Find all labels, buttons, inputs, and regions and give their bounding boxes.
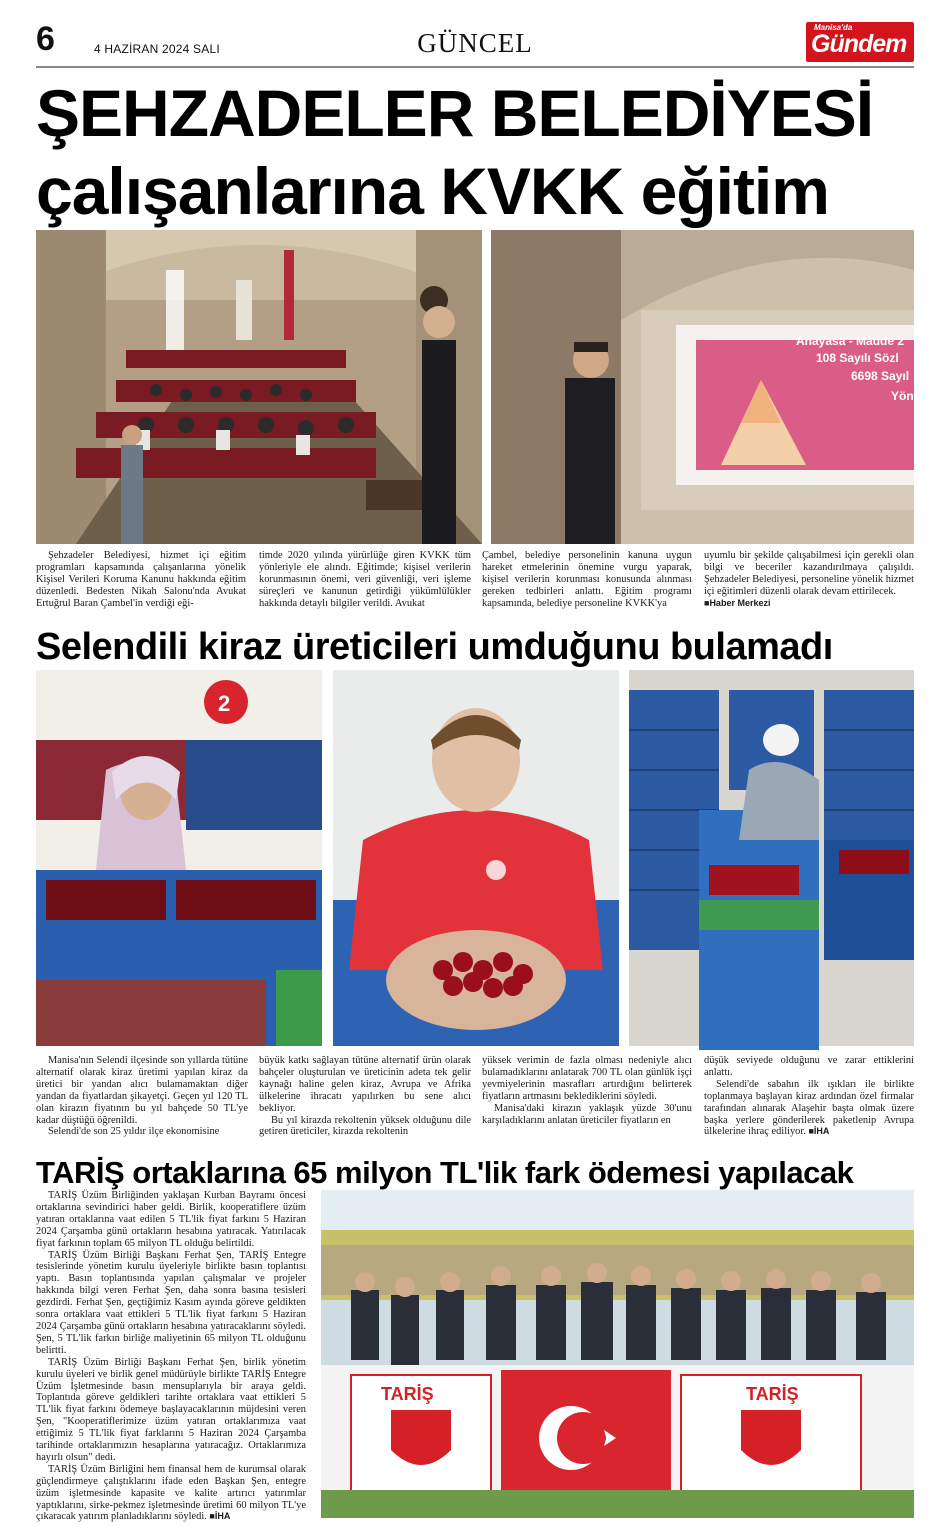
article2-photo-crates-scale (629, 670, 914, 1046)
article1-photo-audience (36, 230, 482, 544)
article1-column-3: Çambel, belediye personelinin kanuna uygun hareket etmelerinin önemine vurgu yaparak, kişisel verilerin korunması konusunda alınması gereken tedbirleri anlattı. Eğitim programı kapsamında, belediye personeline KVKK'ya (482, 550, 692, 609)
article2-signature: ■ İHA (808, 1126, 829, 1136)
article2-column-1: Manisa'nın Selendi ilçesinde son yıllarda tütüne alternatif olarak kiraz üretimi yapılan kiraz da üretici bir yandan alıcı bulamamaktan diğer yandan da fiyatlardan şikayetçi. Geçen yıl 120 TL olan kirazın fiyatının bu yıl bahçede 50 TL'ye kadar düştüğü öğrenildi. Selendi'de son 25 yıldır ilçe ekonomisine (36, 1055, 248, 1138)
article1-photo-speaker (491, 230, 925, 544)
header-divider (36, 66, 914, 68)
slide-line-2: 108 Sayılı Sözl (816, 351, 899, 365)
article3-body: TARİŞ Üzüm Birliğinden yaklaşan Kurban Bayramı öncesi ortaklarına sevindirici haber geldi. Birlik, kooperatiflere üzüm yatıran ortaklarına vaat edilen 5 TL'lik fiyat farkını 5 Haziran 2024 Çarşamba günü ortakların hesabına yatıracak. Yatırılacak fiyat farkının toplam 65 milyon TL olduğu belirtildi. TARİŞ Üzüm Birliği Başkanı Ferhat Şen, TARİŞ Entegre tesislerinde yönetim kurulu üyeleriyle birlikte basın toplantısı yaptı. Basın toplantısında yapılan çalışmalar ve projeler hakkında bilgi veren Ferhat Şen, daha sonra basına tesisleri gezdirdi. Ferhat Şen, geçtiğimiz Kasım ayında göreve geldikten sonra ortaklara vaat ettikleri 5 TL'lik fiyat farkını 5 Haziran 2024 Çarşamba günü ortakların hesabına yatıracaklarını söyledi. Şen, 5 TL'lik farkın birliğe maliyetinin 65 milyon TL olduğunu belirtti. TARİŞ Üzüm Birliği Başkanı Ferhat Şen, birlik yönetim kurulu üyeleri ve birlik genel müdürüyle birlikte TARİŞ Entegre Üzüm İşletmesinde basın mensuplarıyla bir araya geldi. Toplantıda göreve geldikleri tarihte ortaklara vaat ettikleri 5 TL'lik fiyat farkını ödemeye başlayacaklarının müjdesini veren Şen, "Kooperatiflerimize üzüm yatıran ortaklarımıza vaat ettiğimiz 5 TL'lik fiyat farklarını 5 Haziran 2024 Çarşamba tarihinde ortaklarımızın hesaplarına yatıracağız. Ortaklarımıza hayırlı olsun" dedi. TARİŞ Üzüm Birliğini hem finansal hem de kurumsal olarak güçlendirmeye çalıştıklarını ifade eden Başkan Şen, entegre üzüm işletmesinde kapasite ve kalite artırıcı yatırımlar yaptıklarını, sirke-pekmez işletmesinde üretimi 60 milyon TL'ye çıkaracak yatırım planladıklarını söyledi. ■ İHA (36, 1190, 306, 1523)
tarish-banner-left-text: TARİŞ (381, 1384, 434, 1404)
article3-photo-group (321, 1190, 914, 1518)
crate-number-badge: 2 (218, 691, 231, 716)
issue-date: 4 HAZİRAN 2024 SALI (94, 42, 220, 56)
section-title: GÜNCEL (417, 28, 533, 58)
article1-headline-line1: ŞEHZADELER BELEDİYESİ (36, 76, 874, 150)
article1-column-4: uyumlu bir şekilde çalışabilmesi için gerekli olan bilgi ve beceriler kazandırılmaya çalışıldı. Şehzadeler Belediyesi, personeline yönelik hizmet içi eğitimleri düzenli olarak devam ettirilecek. ■ Haber Merkezi (704, 550, 914, 610)
page-number: 6 (36, 20, 55, 58)
article2-column-2: büyük katkı sağlayan tütüne alternatif ürün olarak bahçeler oluşturulan ve üreticinin adeta tek gelir kaynağı haline gelen kiraz, Avrupa ve Afrika ülkelerine ihracatı yapılırken bu sene alıcı bekliyor. Bu yıl kirazda rekoltenin yüksek olduğunu dile getiren üreticiler, kirazda rekoltenin (259, 1055, 471, 1138)
article1-column-2: timde 2020 yılında yürürlüğe giren KVKK tüm yönleriyle ele alındı. Eğitimde; kişisel verilerin korunmasının önemi, veri güvenliği, veri işleme süreçleri ve kanunun getirdiği yükümlülükler hakkında detaylı bilgiler verildi. Avukat (259, 550, 471, 609)
logo-subtitle: Manisa'da (814, 23, 853, 32)
article3-signature: ■ İHA (209, 1511, 230, 1521)
article2-column-3: yüksek verimin de fazla olması nedeniyle alıcı bulamadıklarını anlatarak 700 TL olan günlük işçi yevmiyelerinin masrafları artırdığını belirterek fiyatların artmasını beklediklerini söyledi. Manisa'daki kirazın yaklaşık yüzde 30'unu karşıladıklarını anlatan üreticiler fiyatların en (482, 1055, 692, 1126)
article2-photo-woman-picking (36, 670, 322, 1046)
logo-title: Gündem (811, 30, 907, 58)
newspaper-logo[interactable] (806, 22, 914, 62)
article1-headline-line2: çalışanlarına KVKK eğitim (36, 154, 829, 228)
slide-line-4: Yönet (891, 389, 925, 403)
article1-signature: ■ Haber Merkezi (704, 598, 770, 608)
slide-line-1: Anayasa - Madde 2 (796, 334, 905, 348)
article3-headline: TARİŞ ortaklarına 65 milyon TL'lik fark ödemesi yapılacak (36, 1155, 854, 1190)
article2-photo-man-cherries (333, 670, 619, 1046)
tarish-banner-right-text: TARİŞ (746, 1384, 799, 1404)
article2-headline: Selendili kiraz üreticileri umduğunu bulamadı (36, 626, 833, 668)
article2-column-4: düşük seviyede olduğunu ve zarar ettiklerini anlattı. Selendi'de sabahın ilk ışıkları ile birlikte toplanmaya başlayan kiraz ardından özel firmalar tarafından alınarak Alaşehir başta olmak üzere başka yerlere gönderilerek paketlenip Avrupa ülkelerine ihraç ediliyor. ■ İHA (704, 1055, 914, 1138)
article1-column-1: Şehzadeler Belediyesi, hizmet içi eğitim programları kapsamında çalışanlarına yönelik Kişisel Verileri Koruma Kanunu hakkında eğitim düzenledi. Bedesten Nikah Salonu'nda Avukat Ertuğrul Baran Çambel'in verdiği eği- (36, 550, 246, 609)
slide-line-3: 6698 Sayıl (851, 369, 910, 383)
masthead (36, 18, 914, 64)
